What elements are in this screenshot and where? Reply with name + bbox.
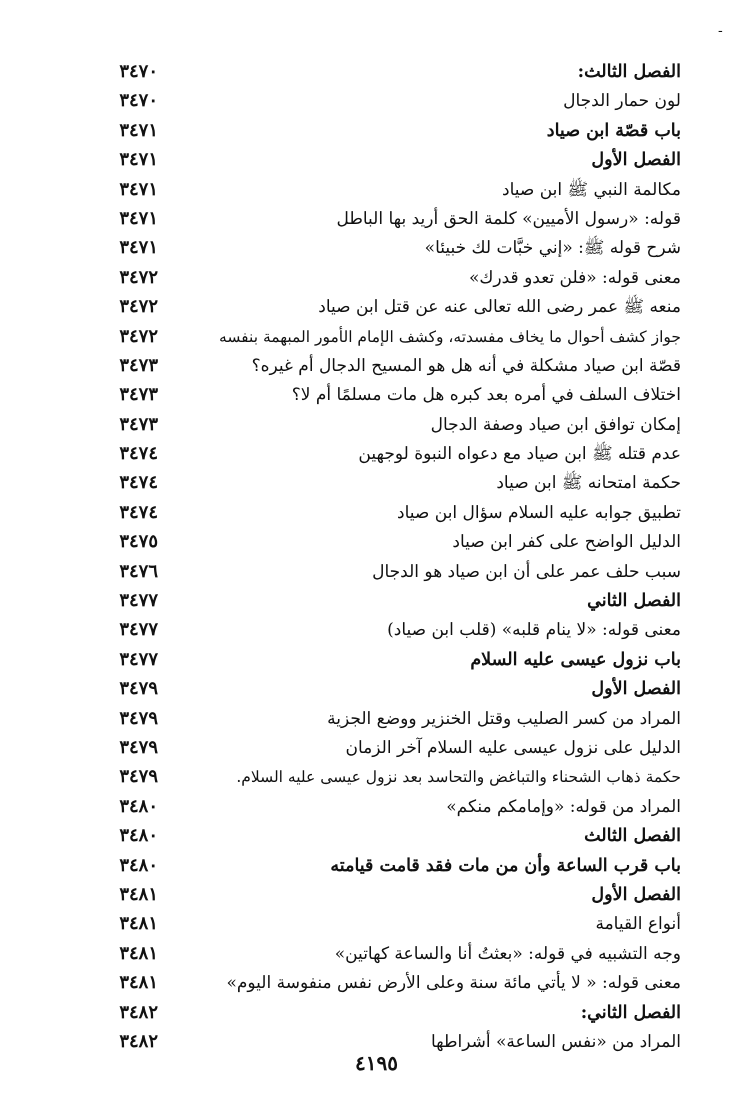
toc-entry-row bbox=[0, 499, 753, 528]
toc-entry-row bbox=[0, 205, 753, 234]
toc-page-number: ٣٤٨٠ bbox=[119, 795, 158, 817]
toc-page-number: ٣٤٧١ bbox=[119, 237, 158, 259]
toc-heading-title: الفصل الأول bbox=[591, 679, 681, 700]
toc-page-number: ٣٤٧٤ bbox=[119, 443, 158, 465]
toc-heading-row bbox=[0, 852, 753, 881]
toc-page-number: ٣٤٧٠ bbox=[119, 61, 158, 82]
table-of-contents bbox=[0, 58, 753, 1057]
page-number: ٤١٩٥ bbox=[355, 1051, 398, 1075]
toc-entry-row bbox=[0, 940, 753, 969]
toc-entry-title: حكمة امتحانه ﷺ ابن صياد bbox=[496, 473, 681, 494]
toc-heading-row bbox=[0, 822, 753, 851]
toc-page-number: ٣٤٧٤ bbox=[119, 501, 158, 523]
toc-heading-title: الفصل الثالث: bbox=[577, 62, 681, 82]
toc-page-number: ٣٤٨٢ bbox=[119, 1001, 158, 1023]
toc-entry-row bbox=[0, 264, 753, 293]
toc-page-number: ٣٤٧٧ bbox=[119, 648, 158, 670]
toc-heading-title: الفصل الثالث bbox=[584, 826, 681, 847]
toc-heading-row bbox=[0, 999, 753, 1028]
toc-entry-row bbox=[0, 705, 753, 734]
toc-page-number: ٣٤٧٧ bbox=[119, 590, 158, 612]
toc-entry-row bbox=[0, 87, 753, 116]
toc-page-number: ٣٤٨١ bbox=[119, 942, 158, 964]
toc-page-number: ٣٤٧٦ bbox=[119, 560, 158, 582]
toc-page-number: ٣٤٨٠ bbox=[119, 854, 158, 876]
toc-page-number: ٣٤٧٩ bbox=[119, 707, 158, 729]
toc-entry-row bbox=[0, 352, 753, 381]
toc-heading-row bbox=[0, 675, 753, 704]
toc-heading-title: باب قصّة ابن صياد bbox=[546, 120, 681, 141]
toc-entry-title: الدليل على نزول عيسى عليه السلام آخر الزمان bbox=[345, 737, 681, 758]
toc-entry-row bbox=[0, 969, 753, 998]
toc-entry-title: سبب حلف عمر على أن ابن صياد هو الدجال bbox=[372, 561, 681, 582]
toc-page-number: ٣٤٧٩ bbox=[119, 766, 158, 788]
toc-entry-row bbox=[0, 411, 753, 440]
toc-entry-row bbox=[0, 440, 753, 469]
toc-entry-title: المراد من قوله: «وإمامكم منكم» bbox=[446, 796, 681, 817]
toc-page-number: ٣٤٧٢ bbox=[119, 325, 158, 347]
toc-entry-row bbox=[0, 910, 753, 939]
toc-entry-title: جواز كشف أحوال ما يخاف مفسدته، وكشف الإمام الأمور المبهمة بنفسه bbox=[219, 327, 681, 346]
toc-heading-title: الفصل الثاني bbox=[587, 591, 681, 612]
toc-heading-title: باب نزول عيسى عليه السلام bbox=[470, 649, 681, 670]
toc-page-number: ٣٤٧٩ bbox=[119, 736, 158, 758]
toc-page-number: ٣٤٨١ bbox=[119, 972, 158, 994]
toc-heading-row bbox=[0, 587, 753, 616]
toc-heading-title: الفصل الأول bbox=[591, 150, 681, 171]
toc-entry-title: قصّة ابن صياد مشكلة في أنه هل هو المسيح الدجال أم غيره؟ bbox=[251, 355, 681, 376]
toc-entry-row bbox=[0, 234, 753, 263]
toc-entry-row bbox=[0, 381, 753, 410]
toc-page-number: ٣٤٧٣ bbox=[119, 413, 158, 435]
toc-page-number: ٣٤٧٧ bbox=[119, 619, 158, 641]
toc-page-number: ٣٤٨٠ bbox=[119, 825, 158, 847]
toc-page-number: ٣٤٧٢ bbox=[119, 296, 158, 318]
toc-page-number: ٣٤٨١ bbox=[119, 913, 158, 935]
toc-entry-row bbox=[0, 176, 753, 205]
corner-mark: - bbox=[718, 23, 723, 39]
toc-page-number: ٣٤٧٢ bbox=[119, 266, 158, 288]
toc-entry-title: لون حمار الدجال bbox=[563, 91, 681, 112]
toc-entry-row bbox=[0, 616, 753, 645]
toc-page-number: ٣٤٧٣ bbox=[119, 354, 158, 376]
toc-entry-title: أنواع القيامة bbox=[595, 914, 681, 935]
toc-entry-row bbox=[0, 734, 753, 763]
toc-entry-title: الدليل الواضح على كفر ابن صياد bbox=[452, 532, 681, 553]
toc-heading-title: الفصل الثاني: bbox=[580, 1002, 681, 1023]
toc-page-number: ٣٤٨٢ bbox=[119, 1030, 158, 1052]
toc-entry-row bbox=[0, 793, 753, 822]
toc-entry-title: المراد من كسر الصليب وقتل الخنزير ووضع الجزية bbox=[327, 708, 681, 729]
toc-entry-row bbox=[0, 763, 753, 792]
toc-page-number: ٣٤٧١ bbox=[119, 149, 158, 171]
toc-entry-title: عدم قتله ﷺ ابن صياد مع دعواه النبوة لوجهين bbox=[358, 444, 681, 465]
toc-entry-title: المراد من «نفس الساعة» أشراطها bbox=[431, 1031, 681, 1052]
toc-heading-row bbox=[0, 58, 753, 87]
toc-entry-title: اختلاف السلف في أمره بعد كبره هل مات مسلمًا أم لا؟ bbox=[291, 385, 681, 406]
toc-heading-row bbox=[0, 646, 753, 675]
toc-entry-row bbox=[0, 293, 753, 322]
toc-entry-title: قوله: «رسول الأميين» كلمة الحق أريد بها الباطل bbox=[336, 208, 681, 229]
toc-heading-row bbox=[0, 117, 753, 146]
toc-heading-title: باب قرب الساعة وأن من مات فقد قامت قيامته bbox=[330, 855, 681, 876]
toc-entry-title: حكمة ذهاب الشحناء والتباغض والتحاسد بعد نزول عيسى عليه السلام. bbox=[236, 768, 681, 787]
toc-entry-row bbox=[0, 528, 753, 557]
toc-page-number: ٣٤٧٩ bbox=[119, 678, 158, 700]
toc-page-number: ٣٤٧٠ bbox=[119, 90, 158, 112]
toc-heading-row bbox=[0, 146, 753, 175]
toc-page-number: ٣٤٧١ bbox=[119, 207, 158, 229]
toc-entry-title: منعه ﷺ عمر رضى الله تعالى عنه عن قتل ابن صياد bbox=[318, 297, 681, 318]
toc-entry-title: معنى قوله: « لا يأتي مائة سنة وعلى الأرض نفس منفوسة اليوم» bbox=[226, 973, 681, 994]
toc-page-number: ٣٤٧٣ bbox=[119, 384, 158, 406]
toc-entry-title: مكالمة النبي ﷺ ابن صياد bbox=[502, 179, 681, 200]
toc-entry-title: معنى قوله: «لا ينام قلبه» (قلب ابن صياد) bbox=[387, 620, 681, 641]
toc-entry-title: تطبيق جوابه عليه السلام سؤال ابن صياد bbox=[397, 502, 681, 523]
toc-heading-row bbox=[0, 881, 753, 910]
toc-entry-row bbox=[0, 558, 753, 587]
toc-entry-row bbox=[0, 469, 753, 498]
toc-entry-title: إمكان توافق ابن صياد وصفة الدجال bbox=[430, 414, 681, 435]
toc-page-number: ٣٤٧٥ bbox=[119, 531, 158, 553]
toc-heading-title: الفصل الأول bbox=[591, 884, 681, 905]
toc-entry-title: معنى قوله: «فلن تعدو قدرك» bbox=[469, 267, 681, 288]
toc-page-number: ٣٤٧١ bbox=[119, 178, 158, 200]
toc-page-number: ٣٤٧٤ bbox=[119, 472, 158, 494]
toc-page-number: ٣٤٨١ bbox=[119, 883, 158, 905]
toc-entry-row bbox=[0, 323, 753, 352]
toc-entry-title: وجه التشبيه في قوله: «بعثتُ أنا والساعة كهاتين» bbox=[334, 943, 681, 964]
toc-entry-title: شرح قوله ﷺ: «إني خبَّات لك خبيئا» bbox=[424, 238, 681, 259]
toc-page-number: ٣٤٧١ bbox=[119, 119, 158, 141]
